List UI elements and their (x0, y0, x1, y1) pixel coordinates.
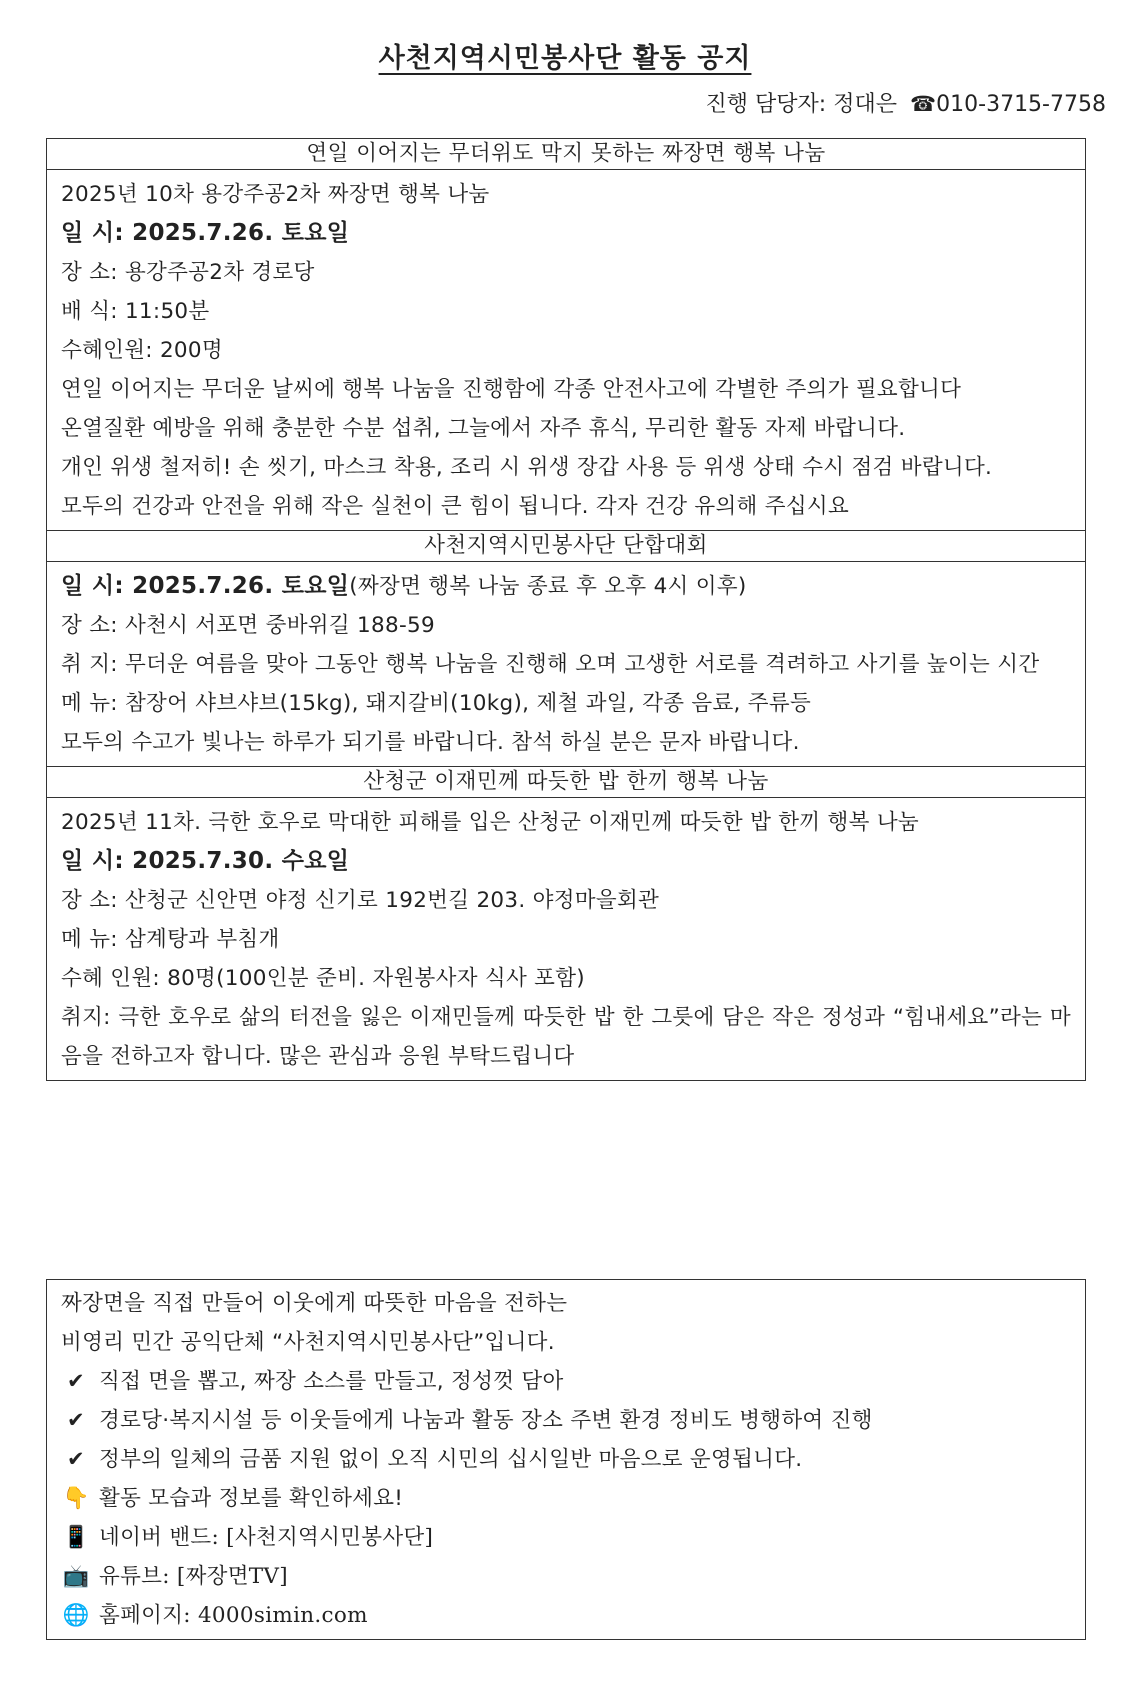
section-body-unity-meeting (47, 562, 1085, 767)
contact-info (706, 87, 1106, 118)
relief-recipients: 수혜 인원: 80명(100인분 준비. 자원봉사자 식사 포함) (61, 966, 585, 991)
globe-icon: 🌐 (62, 1603, 90, 1628)
event-meal-time: 배 식: 11:50분 (61, 299, 210, 324)
homepage-link[interactable]: 🌐 홈페이지: 4000simin.com (61, 1596, 1071, 1635)
info-prompt: 👇 활동 모습과 정보를 확인하세요! (61, 1479, 1071, 1518)
meeting-place: 장 소: 사천시 서포면 중바위길 188-59 (61, 613, 435, 638)
meeting-purpose: 취 지: 무더운 여름을 맞아 그동안 행복 나눔을 진행해 오며 고생한 서로를 격려하고 사기를 높이는 시간 (61, 652, 1040, 677)
event-recipients: 수혜인원: 200명 (61, 338, 223, 363)
event-intro: 2025년 10차 용강주공2차 짜장면 행복 나눔 (61, 182, 490, 207)
tv-icon: 📺 (62, 1564, 90, 1589)
youtube-link[interactable]: 📺 유튜브: [짜장면TV] (61, 1557, 1071, 1596)
relief-intro: 2025년 11차. 극한 호우로 막대한 피해를 입은 산청군 이재민께 따듯한 밥 한끼 행복 나눔 (61, 810, 919, 835)
section-body-sancheong-relief (47, 798, 1085, 1080)
relief-place: 장 소: 산청군 신안면 야정 신기로 192번길 203. 야정마을회관 (61, 888, 660, 913)
activity-table (46, 138, 1086, 1081)
event-place: 장 소: 용강주공2차 경로당 (61, 260, 315, 285)
section-heading-unity-meeting: 사천지역시민봉사단 단합대회 (47, 531, 1085, 562)
about-box (46, 1279, 1086, 1640)
check-icon: ✔ (67, 1369, 85, 1393)
contact-label: 진행 담당자: 정대은 (705, 92, 897, 117)
health-note: 모두의 건강과 안전을 위해 작은 실천이 큰 힘이 됩니다. 각자 건강 유의해 주십시요 (61, 494, 850, 519)
meeting-closing: 모두의 수고가 빛나는 하루가 되기를 바랍니다. 참석 하실 분은 문자 바랍니다. (61, 730, 800, 755)
phone-icon: 📱 (62, 1525, 90, 1550)
event-date: 일 시: 2025.7.26. 토요일 (61, 220, 350, 246)
about-line-1: 짜장면을 직접 만들어 이웃에게 따뜻한 마음을 전하는 (61, 1291, 568, 1316)
check-icon: ✔ (67, 1447, 85, 1471)
relief-menu: 메 뉴: 삼계탕과 부침개 (61, 927, 280, 952)
heat-note: 온열질환 예방을 위해 충분한 수분 섭취, 그늘에서 자주 휴식, 무리한 활동 자제 바랍니다. (61, 416, 906, 441)
hygiene-note: 개인 위생 철저히! 손 씻기, 마스크 착용, 조리 시 위생 장갑 사용 등 위생 상태 수시 점검 바랍니다. (61, 455, 993, 480)
check-item-3: ✔ 정부의 일체의 금품 지원 없이 오직 시민의 십시일반 마음으로 운영됩니다. (61, 1440, 1071, 1479)
meeting-date: 일 시: 2025.7.26. 토요일(짜장면 행복 나눔 종료 후 오후 4시 이후) (61, 573, 747, 599)
meeting-menu: 메 뉴: 참장어 샤브샤브(15kg), 돼지갈비(10kg), 제철 과일, 각종 음료, 주류등 (61, 691, 812, 716)
section-heading-jjajang-sharing: 연일 이어지는 무더위도 막지 못하는 짜장면 행복 나눔 (47, 139, 1085, 170)
naver-band-link[interactable]: 📱 네이버 밴드: [사천지역시민봉사단] (61, 1518, 1071, 1557)
check-item-2: ✔ 경로당·복지시설 등 이웃들에게 나눔과 활동 장소 주변 환경 정비도 병행하여 진행 (61, 1401, 1071, 1440)
relief-date: 일 시: 2025.7.30. 수요일 (61, 848, 350, 874)
relief-purpose: 취지: 극한 호우로 삶의 터전을 잃은 이재민들께 따듯한 밥 한 그릇에 담은 작은 정성과 “힘내세요”라는 마음을 전하고자 합니다. 많은 관심과 응원 부탁드립니다 (61, 1005, 1071, 1069)
pointing-down-icon: 👇 (62, 1486, 90, 1511)
notice-title: 사천지역시민봉사단 활동 공지 (378, 43, 752, 74)
check-icon: ✔ (67, 1408, 85, 1432)
section-body-jjajang-sharing (47, 170, 1085, 531)
safety-note: 연일 이어지는 무더운 날씨에 행복 나눔을 진행함에 각종 안전사고에 각별한 주의가 필요합니다 (61, 377, 962, 402)
about-body (47, 1280, 1085, 1639)
about-line-2: 비영리 민간 공익단체 “사천지역시민봉사단”입니다. (61, 1330, 555, 1355)
section-heading-sancheong-relief: 산청군 이재민께 따듯한 밥 한끼 행복 나눔 (47, 767, 1085, 798)
phone-icon: ☎ (909, 92, 937, 116)
phone-number[interactable]: 010-3715-7758 (936, 92, 1106, 117)
check-item-1: ✔ 직접 면을 뽑고, 짜장 소스를 만들고, 정성껏 담아 (61, 1362, 1071, 1401)
